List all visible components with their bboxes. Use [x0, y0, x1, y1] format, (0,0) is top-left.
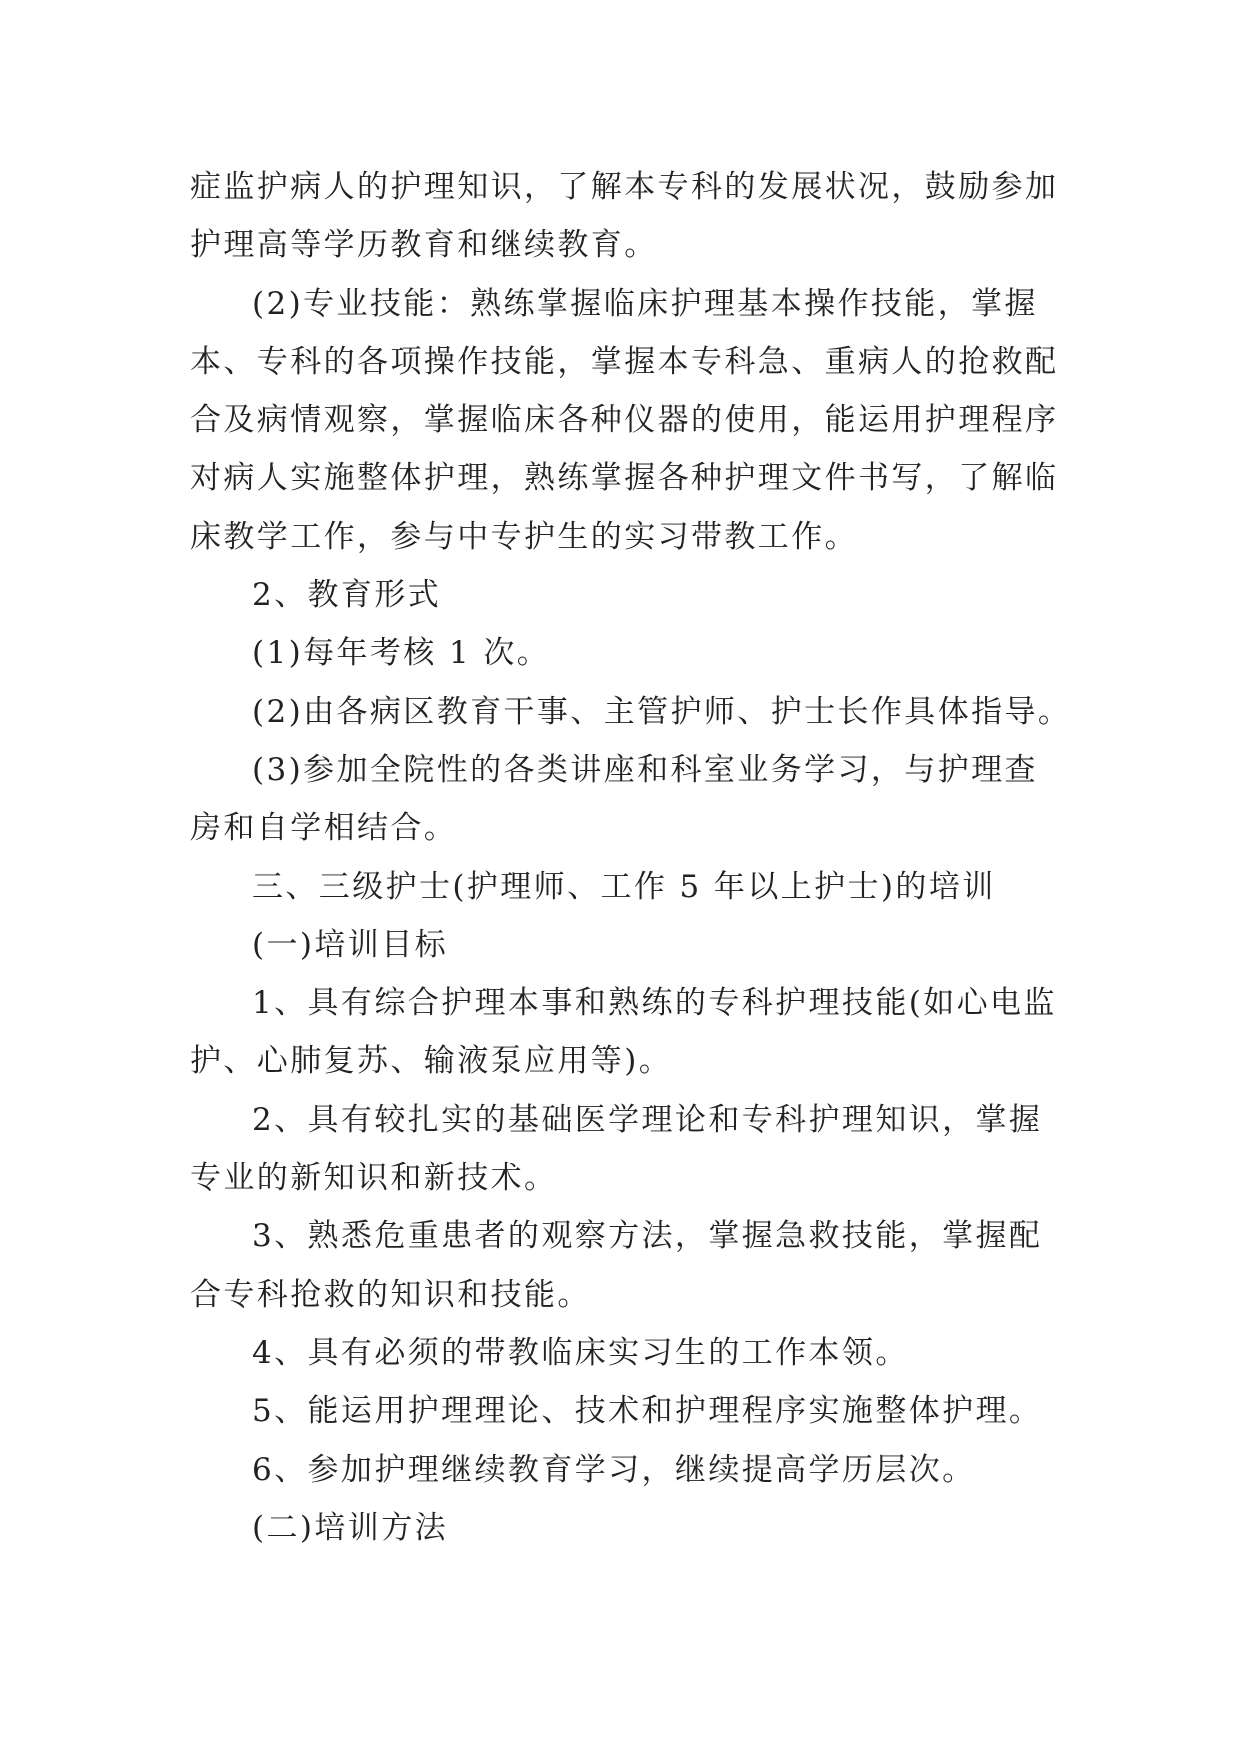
text-line: 6、参加护理继续教育学习，继续提高学历层次。: [252, 1451, 976, 1488]
text-line: 对病人实施整体护理，熟练掌握各种护理文件书写，了解临: [190, 460, 1059, 497]
text-line: 房和自学相结合。: [190, 810, 458, 847]
subsection-heading: (二)培训方法: [252, 1509, 448, 1546]
text-line: 2、具有较扎实的基础医学理论和专科护理知识，掌握: [252, 1101, 1043, 1138]
text-line: 1、具有综合护理本事和熟练的专科护理技能(如心电监: [252, 985, 1057, 1022]
section-heading: 2、教育形式: [252, 577, 442, 614]
text-line: (2)专业技能：熟练掌握临床护理基本操作技能，掌握: [252, 285, 1038, 322]
text-line: 专业的新知识和新技术。: [190, 1160, 558, 1197]
text-line: (2)由各病区教育干事、主管护师、护士长作具体指导。: [252, 693, 1072, 730]
text-line: 症监护病人的护理知识，了解本专科的发展状况，鼓励参加: [190, 169, 1059, 205]
text-line: 护理高等学历教育和继续教育。: [190, 227, 658, 264]
subsection-heading: (一)培训目标: [252, 926, 448, 963]
document-body: [190, 158, 1072, 1557]
text-line: 4、具有必须的带教临床实习生的工作本领。: [252, 1334, 909, 1371]
text-line: 本、专科的各项操作技能，掌握本专科急、重病人的抢救配: [190, 343, 1059, 380]
text-line: 合专科抢救的知识和技能。: [190, 1276, 591, 1313]
text-line: 3、熟悉危重患者的观察方法，掌握急救技能，掌握配: [252, 1218, 1043, 1255]
text-line: 护、心肺复苏、输液泵应用等)。: [190, 1043, 673, 1080]
text-line: 5、能运用护理理论、技术和护理程序实施整体护理。: [252, 1393, 1043, 1430]
text-line: (3)参加全院性的各类讲座和科室业务学习，与护理查: [252, 751, 1038, 788]
text-line: 床教学工作，参与中专护生的实习带教工作。: [190, 518, 858, 555]
text-line: (1)每年考核 1 次。: [252, 635, 551, 672]
text-line: 合及病情观察，掌握临床各种仪器的使用，能运用护理程序: [190, 402, 1059, 439]
section-heading: 三、三级护士(护理师、工作 5 年以上护士)的培训: [252, 868, 996, 905]
